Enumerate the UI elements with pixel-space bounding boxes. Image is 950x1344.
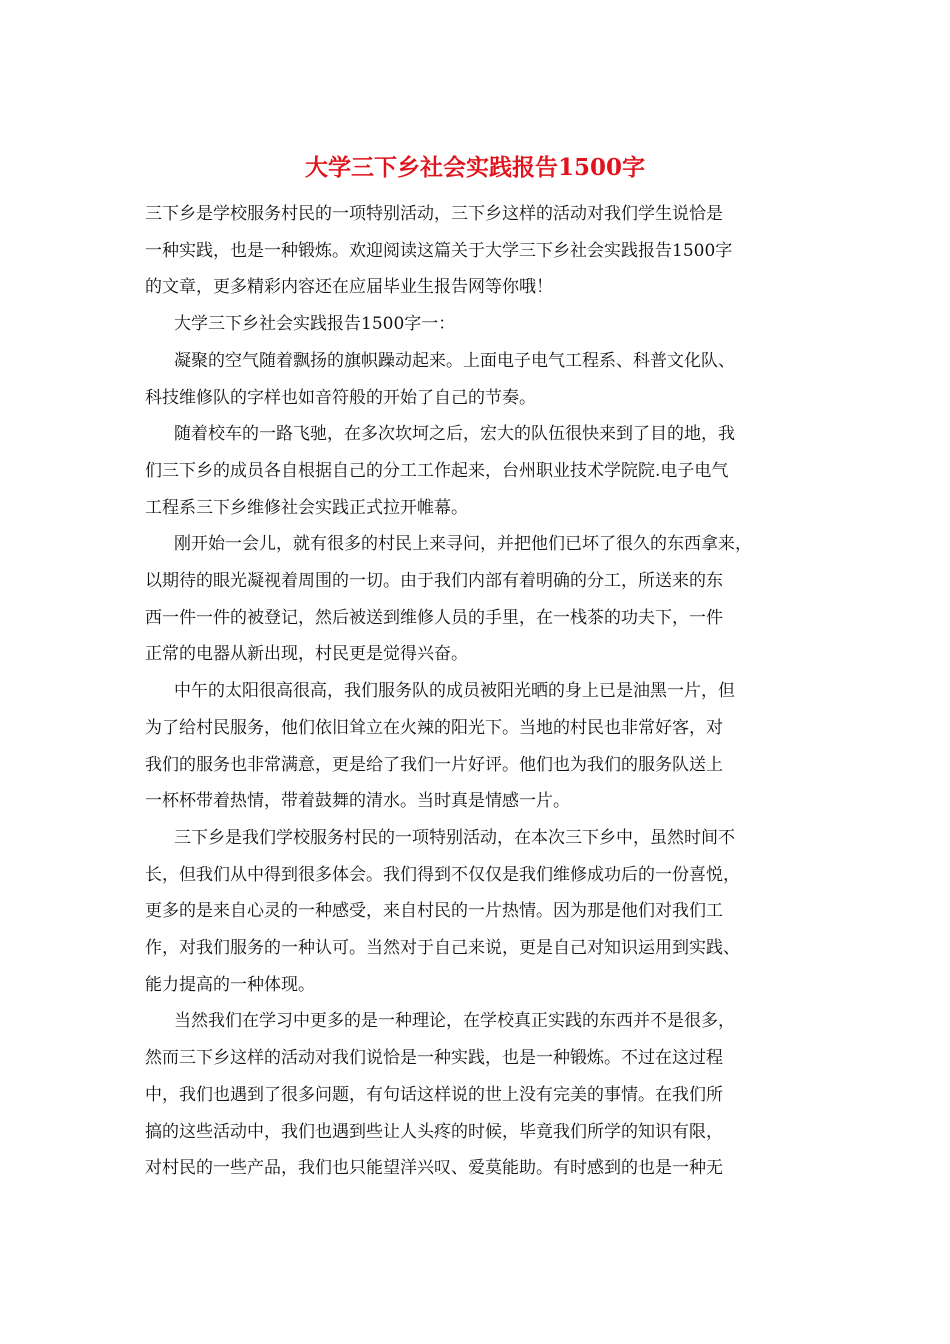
paragraph-line: 更多的是来自心灵的一种感受，来自村民的一片热情。因为那是他们对我们工: [145, 901, 723, 922]
paragraph: [145, 416, 825, 526]
paragraph-line: 以期待的眼光凝视着周围的一切。由于我们内部有着明确的分工，所送来的东: [145, 571, 723, 592]
paragraph-line: 中，我们也遇到了很多问题，有句话这样说的世上没有完美的事情。在我们所: [145, 1084, 723, 1105]
paragraph-line: 正常的电器从新出现，村民更是觉得兴奋。: [145, 644, 468, 665]
paragraph: [145, 196, 825, 306]
paragraph-line: 刚开始一会儿，就有很多的村民上来寻问，并把他们已坏了很久的东西拿来，: [174, 534, 752, 555]
paragraph-line: 为了给村民服务，他们依旧耸立在火辣的阳光下。当地的村民也非常好客，对: [145, 717, 723, 738]
paragraph-line: 作，对我们服务的一种认可。当然对于自己来说，更是自己对知识运用到实践、: [145, 938, 740, 959]
paragraph: [145, 820, 825, 1004]
paragraph-line: 随着校车的一路飞驰，在多次坎坷之后，宏大的队伍很快来到了目的地，我: [174, 424, 735, 445]
paragraph-line: 当然我们在学习中更多的是一种理论，在学校真正实践的东西并不是很多，: [174, 1011, 735, 1032]
paragraph-line: 中午的太阳很高很高，我们服务队的成员被阳光晒的身上已是油黑一片，但: [174, 681, 735, 702]
paragraph-line: 西一件一件的被登记，然后被送到维修人员的手里，在一栈茶的功夫下，一件: [145, 607, 723, 628]
paragraph: [145, 306, 825, 343]
paragraph-line: 搞的这些活动中，我们也遇到些让人头疼的时候，毕竟我们所学的知识有限，: [145, 1121, 723, 1142]
paragraph-line: 一杯杯带着热情，带着鼓舞的清水。当时真是情感一片。: [145, 791, 570, 812]
paragraph-line: 对村民的一些产品，我们也只能望洋兴叹、爱莫能助。有时感到的也是一种无: [145, 1158, 723, 1179]
paragraph: [145, 343, 825, 416]
paragraph-line: 一种实践，也是一种锻炼。欢迎阅读这篇关于大学三下乡社会实践报告1500字: [145, 240, 733, 261]
paragraph-line: 三下乡是我们学校服务村民的一项特别活动，在本次三下乡中，虽然时间不: [174, 827, 735, 848]
paragraph-line: 长，但我们从中得到很多体会。我们得到不仅仅是我们维修成功后的一份喜悦，: [145, 864, 740, 885]
document-title: 大学三下乡社会实践报告1500字: [304, 154, 645, 181]
document-body: [145, 196, 825, 1187]
paragraph-line: 工程系三下乡维修社会实践正式拉开帷幕。: [145, 497, 468, 518]
paragraph-line: 们三下乡的成员各自根据自己的分工工作起来，台州职业技术学院院.电子电气: [145, 460, 729, 481]
paragraph-line: 科技维修队的字样也如音符般的开始了自己的节奏。: [145, 387, 536, 408]
paragraph-line: 三下乡是学校服务村民的一项特别活动，三下乡这样的活动对我们学生说恰是: [145, 204, 723, 224]
paragraph-line: 然而三下乡这样的活动对我们说恰是一种实践，也是一种锻炼。不过在这过程: [145, 1048, 723, 1069]
paragraph-line: 大学三下乡社会实践报告1500字一：: [174, 314, 456, 335]
paragraph-line: 我们的服务也非常满意，更是给了我们一片好评。他们也为我们的服务队送上: [145, 754, 723, 775]
paragraph: [145, 526, 825, 673]
paragraph: [145, 1003, 825, 1187]
paragraph-line: 能力提高的一种体现。: [145, 974, 315, 995]
paragraph-line: 凝聚的空气随着飘扬的旗帜躁动起来。上面电子电气工程系、科普文化队、: [174, 350, 735, 371]
paragraph: [145, 673, 825, 820]
paragraph-line: 的文章，更多精彩内容还在应届毕业生报告网等你哦！: [145, 277, 553, 298]
